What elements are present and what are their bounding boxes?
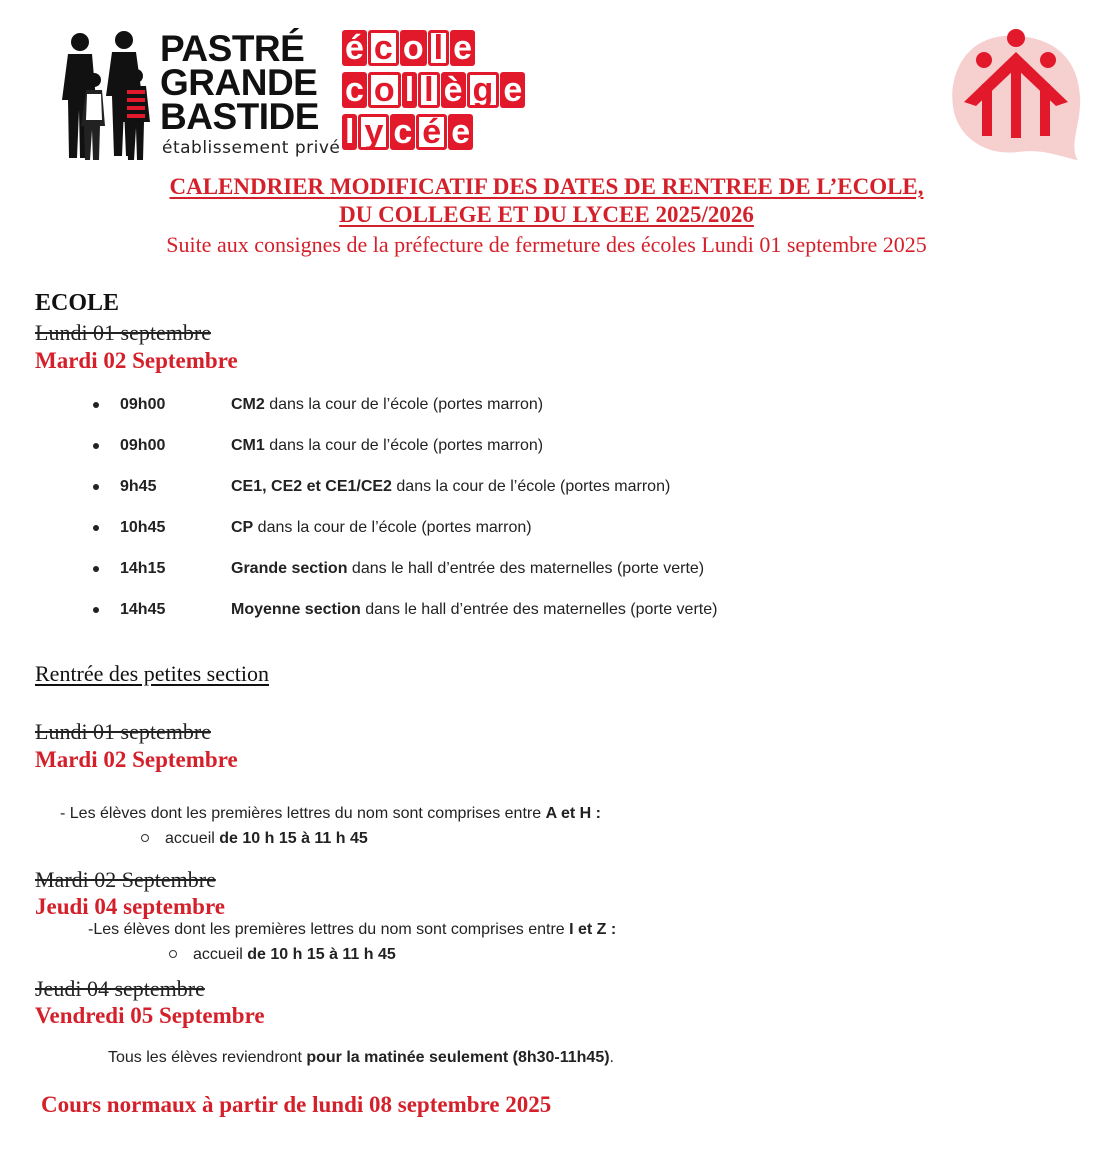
schedule-class: Grande section — [231, 560, 348, 577]
stamp-letter: é — [416, 114, 447, 150]
stamp-letter: o — [368, 72, 401, 108]
stamp-letter: c — [342, 72, 367, 108]
group1-accueil-time: de 10 h 15 à 11 h 45 — [219, 830, 368, 847]
lasallian-emblem-icon — [946, 26, 1086, 162]
schedule-place: dans le hall d’entrée des maternelles (porte verte) — [347, 560, 705, 577]
group2-old-date: Mardi 02 Septembre — [35, 867, 216, 892]
bullet-icon — [93, 607, 99, 613]
school-logo — [50, 26, 550, 166]
stamp-letter: l — [342, 114, 357, 150]
group3-old-date: Jeudi 04 septembre — [35, 976, 205, 1001]
group2-accueil-label: accueil — [193, 946, 248, 963]
stamp-letter: c — [368, 30, 399, 66]
stamp-letter: l — [418, 72, 439, 108]
schedule-place: dans la cour de l’école (portes marron) — [253, 519, 532, 536]
group1-accueil — [141, 830, 368, 848]
stamp-letter: e — [500, 72, 525, 108]
bullet-icon — [93, 484, 99, 490]
schedule-time: 10h45 — [120, 519, 166, 536]
document-subtitle: Suite aux consignes de la préfecture de fermeture des écoles Lundi 01 septembre 2025 — [166, 232, 927, 257]
bullet-icon — [93, 443, 99, 449]
schedule-class: CM2 — [231, 396, 265, 413]
schedule-description — [231, 519, 532, 537]
schedule-place: dans le hall d’entrée des maternelles (porte verte) — [360, 601, 718, 618]
logo-name-line2: GRANDE — [160, 62, 318, 103]
schedule-time: 14h15 — [120, 560, 166, 577]
document-title-line1: CALENDRIER MODIFICATIF DES DATES DE RENTREE DE L’ECOLE, — [169, 174, 924, 199]
circle-bullet-icon — [169, 950, 177, 958]
schedule-time: 9h45 — [120, 478, 157, 495]
schedule-class: Moyenne section — [231, 601, 361, 618]
schedule-class: CE1, CE2 et CE1/CE2 — [231, 478, 392, 495]
group2-description — [88, 921, 616, 939]
bullet-icon — [93, 402, 99, 408]
stamp-letter: e — [450, 30, 475, 66]
group3-text: Tous les élèves reviendront — [108, 1049, 307, 1066]
bullet-icon — [93, 566, 99, 572]
group2-accueil-time: de 10 h 15 à 11 h 45 — [247, 946, 396, 963]
family-silhouette-icon — [50, 30, 158, 164]
schedule-class: CM1 — [231, 437, 265, 454]
group2-text: -Les élèves dont les premières lettres du nom sont comprises entre — [88, 921, 570, 938]
stamp-letter: è — [441, 72, 466, 108]
section-ecole-heading: ECOLE — [35, 290, 120, 316]
logo-tagline: établissement privé — [162, 138, 341, 158]
schedule-time: 09h00 — [120, 396, 166, 413]
group3-new-date: Vendredi 05 Septembre — [35, 1003, 265, 1028]
bullet-icon — [93, 525, 99, 531]
petites-section-heading: Rentrée des petites section — [35, 661, 269, 686]
schedule-description — [231, 601, 717, 619]
group1-new-date: Mardi 02 Septembre — [35, 747, 238, 772]
group1-range: A et H : — [545, 805, 601, 822]
logo-name-line3: BASTIDE — [160, 96, 319, 137]
group2-accueil — [169, 946, 396, 964]
stamp-letter: e — [448, 114, 473, 150]
stamp-letter: c — [390, 114, 415, 150]
group3-end: . — [609, 1049, 614, 1066]
schedule-time: 09h00 — [120, 437, 166, 454]
document-title-line2: DU COLLEGE ET DU LYCEE 2025/2026 — [339, 202, 754, 227]
ecole-new-date: Mardi 02 Septembre — [35, 348, 238, 373]
stamp-letter: g — [467, 72, 500, 108]
circle-bullet-icon — [141, 834, 149, 842]
group1-old-date: Lundi 01 septembre — [35, 719, 211, 744]
group1-accueil-label: accueil — [165, 830, 220, 847]
stamp-letter: l — [402, 72, 417, 108]
stamp-letter: y — [358, 114, 389, 150]
stamp-letter: o — [400, 30, 427, 66]
schedule-place: dans la cour de l’école (portes marron) — [391, 478, 671, 495]
schedule-description — [231, 396, 543, 414]
group2-new-date: Jeudi 04 septembre — [35, 894, 225, 919]
logo-name-line1: PASTRÉ — [160, 28, 305, 69]
schedule-description — [231, 437, 543, 455]
ecole-old-date: Lundi 01 septembre — [35, 320, 211, 345]
normal-classes-notice: Cours normaux à partir de lundi 08 septembre 2025 — [41, 1092, 552, 1117]
group3-bold: pour la matinée seulement (8h30-11h45) — [306, 1049, 610, 1066]
schedule-place: dans la cour de l’école (portes marron) — [264, 437, 544, 454]
logo-stamp-college — [342, 72, 526, 108]
group2-range: I et Z : — [569, 921, 617, 938]
group1-description — [60, 805, 601, 823]
schedule-time: 14h45 — [120, 601, 166, 618]
schedule-class: CP — [231, 519, 254, 536]
logo-stamp-lycee — [342, 114, 474, 150]
schedule-place: dans la cour de l’école (portes marron) — [264, 396, 544, 413]
stamp-letter: l — [428, 30, 449, 66]
group1-text: - Les élèves dont les premières lettres du nom sont comprises entre — [60, 805, 546, 822]
schedule-description — [231, 478, 670, 496]
schedule-description — [231, 560, 704, 578]
logo-stamp-ecole — [342, 30, 476, 66]
stamp-letter: é — [342, 30, 367, 66]
group3-description — [108, 1049, 614, 1067]
